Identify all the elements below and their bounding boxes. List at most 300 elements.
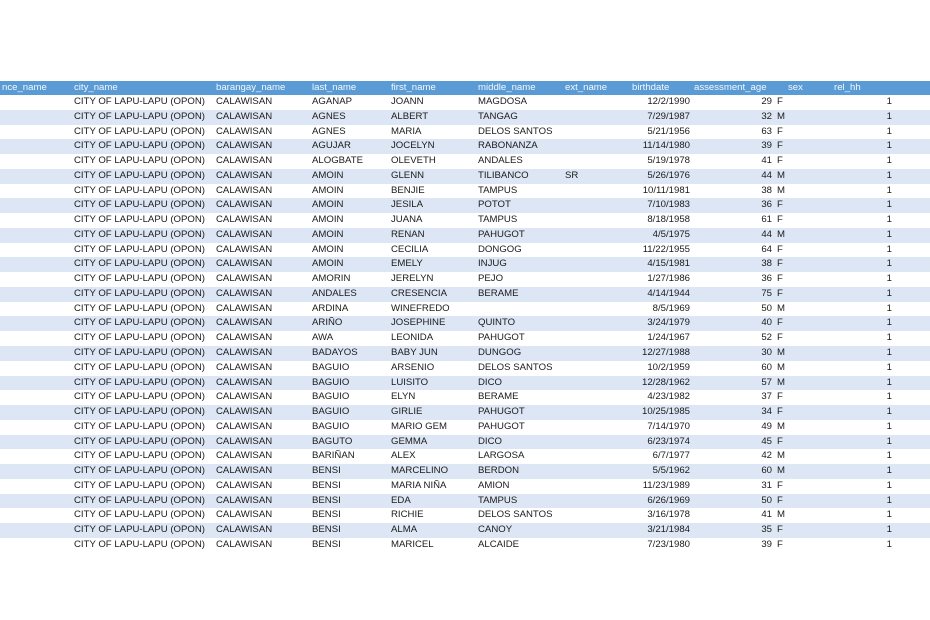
column-header-assessment-age[interactable]: assessment_age xyxy=(694,82,767,93)
cell-assessment-age[interactable]: 64 xyxy=(761,243,772,255)
cell-province-name[interactable] xyxy=(0,228,72,243)
cell-last-name[interactable]: AGNES xyxy=(312,125,346,137)
cell-last-name[interactable]: BARIÑAN xyxy=(312,450,355,462)
cell-sex[interactable]: F xyxy=(777,391,783,403)
cell-assessment-age[interactable]: 50 xyxy=(761,302,772,314)
cell-last-name[interactable]: AMOIN xyxy=(312,228,344,240)
cell-sex[interactable]: F xyxy=(777,214,783,226)
cell-first-name[interactable]: BENJIE xyxy=(391,184,425,196)
cell-assessment-age[interactable]: 39 xyxy=(761,538,772,550)
cell-middle-name[interactable]: ALCAIDE xyxy=(478,538,520,550)
cell-first-name[interactable]: RICHIE xyxy=(391,509,424,521)
cell-ext-name[interactable] xyxy=(563,198,630,213)
cell-province-name[interactable] xyxy=(0,272,72,287)
cell-last-name[interactable]: AWA xyxy=(312,332,334,344)
cell-province-name[interactable] xyxy=(0,331,72,346)
cell-middle-name[interactable]: PAHUGOT xyxy=(478,332,525,344)
cell-sex[interactable]: F xyxy=(777,524,783,536)
cell-province-name[interactable] xyxy=(0,376,72,391)
cell-birthdate[interactable]: 4/15/1981 xyxy=(647,258,690,270)
column-header-sex[interactable]: sex xyxy=(788,82,803,93)
cell-first-name[interactable]: ALEX xyxy=(391,450,416,462)
cell-province-name[interactable] xyxy=(0,361,72,376)
cell-middle-name[interactable]: PAHUGOT xyxy=(478,420,525,432)
cell-middle-name[interactable]: DICO xyxy=(478,376,502,388)
cell-rel-hh[interactable]: 1 xyxy=(886,494,892,506)
cell-middle-name[interactable]: TAMPUS xyxy=(478,184,518,196)
cell-middle-name[interactable]: ANDALES xyxy=(478,155,523,167)
cell-rel-hh[interactable]: 1 xyxy=(886,524,892,536)
cell-city-name[interactable]: CITY OF LAPU-LAPU (OPON) xyxy=(74,228,205,240)
cell-sex[interactable]: M xyxy=(777,302,785,314)
cell-first-name[interactable]: CRESENCIA xyxy=(391,287,447,299)
cell-sex[interactable]: M xyxy=(777,169,785,181)
cell-ext-name[interactable] xyxy=(563,228,630,243)
cell-birthdate[interactable]: 12/2/1990 xyxy=(647,96,690,107)
cell-rel-hh[interactable]: 1 xyxy=(886,199,892,211)
cell-barangay-name[interactable]: CALAWISAN xyxy=(216,465,273,477)
cell-province-name[interactable] xyxy=(0,110,72,125)
cell-birthdate[interactable]: 7/10/1983 xyxy=(647,199,690,211)
cell-province-name[interactable] xyxy=(0,95,72,110)
cell-sex[interactable]: M xyxy=(777,110,785,122)
cell-rel-hh[interactable]: 1 xyxy=(886,361,892,373)
cell-ext-name[interactable] xyxy=(563,272,630,287)
cell-middle-name[interactable]: TAMPUS xyxy=(478,494,518,506)
cell-ext-name[interactable] xyxy=(563,243,630,258)
cell-barangay-name[interactable]: CALAWISAN xyxy=(216,125,273,137)
cell-assessment-age[interactable]: 45 xyxy=(761,435,772,447)
cell-city-name[interactable]: CITY OF LAPU-LAPU (OPON) xyxy=(74,465,205,477)
cell-rel-hh[interactable]: 1 xyxy=(886,110,892,122)
cell-barangay-name[interactable]: CALAWISAN xyxy=(216,214,273,226)
cell-sex[interactable]: F xyxy=(777,96,783,107)
cell-middle-name[interactable]: DELOS SANTOS xyxy=(478,509,553,521)
cell-ext-name[interactable] xyxy=(563,449,630,464)
cell-rel-hh[interactable]: 1 xyxy=(886,243,892,255)
cell-birthdate[interactable]: 8/5/1969 xyxy=(652,302,690,314)
cell-rel-hh[interactable]: 1 xyxy=(886,450,892,462)
column-header-barangay-name[interactable]: barangay_name xyxy=(216,82,286,93)
cell-rel-hh[interactable]: 1 xyxy=(886,287,892,299)
cell-sex[interactable]: F xyxy=(777,155,783,167)
cell-assessment-age[interactable]: 35 xyxy=(761,524,772,536)
cell-rel-hh[interactable]: 1 xyxy=(886,376,892,388)
cell-first-name[interactable]: GEMMA xyxy=(391,435,428,447)
cell-province-name[interactable] xyxy=(0,316,72,331)
cell-ext-name[interactable] xyxy=(563,523,630,538)
cell-assessment-age[interactable]: 40 xyxy=(761,317,772,329)
cell-assessment-age[interactable]: 31 xyxy=(761,479,772,491)
cell-last-name[interactable]: AGANAP xyxy=(312,96,352,107)
cell-last-name[interactable]: AGUJAR xyxy=(312,140,351,152)
cell-province-name[interactable] xyxy=(0,508,72,523)
cell-first-name[interactable]: RENAN xyxy=(391,228,425,240)
cell-assessment-age[interactable]: 75 xyxy=(761,287,772,299)
cell-middle-name[interactable]: DICO xyxy=(478,435,502,447)
cell-birthdate[interactable]: 10/11/1981 xyxy=(642,184,690,196)
cell-middle-name[interactable]: TAMPUS xyxy=(478,214,518,226)
cell-barangay-name[interactable]: CALAWISAN xyxy=(216,509,273,521)
cell-rel-hh[interactable]: 1 xyxy=(886,420,892,432)
cell-birthdate[interactable]: 3/21/1984 xyxy=(647,524,690,536)
cell-rel-hh[interactable]: 1 xyxy=(886,228,892,240)
cell-last-name[interactable]: BAGUIO xyxy=(312,420,350,432)
cell-sex[interactable]: F xyxy=(777,332,783,344)
cell-middle-name[interactable]: AMION xyxy=(478,479,510,491)
cell-barangay-name[interactable]: CALAWISAN xyxy=(216,420,273,432)
cell-ext-name[interactable] xyxy=(563,390,630,405)
cell-rel-hh[interactable]: 1 xyxy=(886,465,892,477)
cell-barangay-name[interactable]: CALAWISAN xyxy=(216,376,273,388)
column-header-first-name[interactable]: first_name xyxy=(391,82,436,93)
cell-middle-name[interactable]: BERDON xyxy=(478,465,520,477)
cell-barangay-name[interactable]: CALAWISAN xyxy=(216,273,273,285)
cell-sex[interactable]: F xyxy=(777,494,783,506)
cell-city-name[interactable]: CITY OF LAPU-LAPU (OPON) xyxy=(74,494,205,506)
cell-first-name[interactable]: JESILA xyxy=(391,199,423,211)
cell-last-name[interactable]: BENSI xyxy=(312,465,341,477)
cell-sex[interactable]: F xyxy=(777,406,783,418)
cell-city-name[interactable]: CITY OF LAPU-LAPU (OPON) xyxy=(74,96,205,107)
cell-birthdate[interactable]: 11/14/1980 xyxy=(642,140,690,152)
cell-sex[interactable]: M xyxy=(777,450,785,462)
cell-city-name[interactable]: CITY OF LAPU-LAPU (OPON) xyxy=(74,509,205,521)
cell-first-name[interactable]: EDA xyxy=(391,494,411,506)
cell-middle-name[interactable]: DELOS SANTOS xyxy=(478,125,553,137)
cell-birthdate[interactable]: 12/27/1988 xyxy=(641,347,690,359)
cell-birthdate[interactable]: 4/14/1944 xyxy=(647,287,690,299)
cell-last-name[interactable]: ARIÑO xyxy=(312,317,343,329)
cell-last-name[interactable]: BENSI xyxy=(312,509,341,521)
cell-city-name[interactable]: CITY OF LAPU-LAPU (OPON) xyxy=(74,110,205,122)
cell-province-name[interactable] xyxy=(0,479,72,494)
cell-sex[interactable]: F xyxy=(777,538,783,550)
cell-barangay-name[interactable]: CALAWISAN xyxy=(216,347,273,359)
cell-city-name[interactable]: CITY OF LAPU-LAPU (OPON) xyxy=(74,347,205,359)
cell-assessment-age[interactable]: 41 xyxy=(761,509,772,521)
cell-assessment-age[interactable]: 49 xyxy=(761,420,772,432)
cell-ext-name[interactable] xyxy=(563,125,630,140)
cell-middle-name[interactable]: DONGOG xyxy=(478,243,522,255)
cell-birthdate[interactable]: 11/23/1989 xyxy=(642,479,690,491)
cell-birthdate[interactable]: 6/23/1974 xyxy=(647,435,690,447)
cell-ext-name[interactable] xyxy=(563,405,630,420)
cell-province-name[interactable] xyxy=(0,405,72,420)
cell-middle-name[interactable]: MAGDOSA xyxy=(478,96,528,107)
cell-ext-name[interactable] xyxy=(563,139,630,154)
cell-barangay-name[interactable]: CALAWISAN xyxy=(216,479,273,491)
cell-city-name[interactable]: CITY OF LAPU-LAPU (OPON) xyxy=(74,538,205,550)
cell-assessment-age[interactable]: 41 xyxy=(761,155,772,167)
cell-birthdate[interactable]: 12/28/1962 xyxy=(641,376,690,388)
cell-last-name[interactable]: BAGUTO xyxy=(312,435,353,447)
cell-last-name[interactable]: BENSI xyxy=(312,479,341,491)
cell-barangay-name[interactable]: CALAWISAN xyxy=(216,450,273,462)
cell-last-name[interactable]: AMORIN xyxy=(312,273,351,285)
cell-first-name[interactable]: MARIA xyxy=(391,125,422,137)
cell-province-name[interactable] xyxy=(0,464,72,479)
cell-rel-hh[interactable]: 1 xyxy=(886,214,892,226)
cell-first-name[interactable]: LEONIDA xyxy=(391,332,434,344)
column-header-city-name[interactable]: city_name xyxy=(74,82,118,93)
cell-middle-name[interactable]: BERAME xyxy=(478,391,519,403)
cell-assessment-age[interactable]: 44 xyxy=(761,169,772,181)
cell-province-name[interactable] xyxy=(0,346,72,361)
cell-barangay-name[interactable]: CALAWISAN xyxy=(216,199,273,211)
cell-sex[interactable]: F xyxy=(777,287,783,299)
cell-first-name[interactable]: ELYN xyxy=(391,391,416,403)
cell-last-name[interactable]: AGNES xyxy=(312,110,346,122)
cell-city-name[interactable]: CITY OF LAPU-LAPU (OPON) xyxy=(74,184,205,196)
cell-ext-name[interactable] xyxy=(563,464,630,479)
cell-city-name[interactable]: CITY OF LAPU-LAPU (OPON) xyxy=(74,155,205,167)
cell-assessment-age[interactable]: 60 xyxy=(761,361,772,373)
cell-rel-hh[interactable]: 1 xyxy=(886,435,892,447)
cell-first-name[interactable]: JOSEPHINE xyxy=(391,317,446,329)
cell-sex[interactable]: F xyxy=(777,125,783,137)
cell-province-name[interactable] xyxy=(0,538,72,553)
cell-ext-name[interactable] xyxy=(563,316,630,331)
column-header-birthdate[interactable]: birthdate xyxy=(632,82,670,93)
cell-province-name[interactable] xyxy=(0,154,72,169)
cell-city-name[interactable]: CITY OF LAPU-LAPU (OPON) xyxy=(74,406,205,418)
cell-assessment-age[interactable]: 29 xyxy=(761,96,772,107)
cell-birthdate[interactable]: 3/24/1979 xyxy=(647,317,690,329)
cell-ext-name[interactable] xyxy=(563,361,630,376)
cell-ext-name[interactable] xyxy=(563,508,630,523)
cell-city-name[interactable]: CITY OF LAPU-LAPU (OPON) xyxy=(74,169,205,181)
cell-sex[interactable]: F xyxy=(777,435,783,447)
cell-last-name[interactable]: AMOIN xyxy=(312,258,344,270)
cell-barangay-name[interactable]: CALAWISAN xyxy=(216,494,273,506)
cell-last-name[interactable]: BENSI xyxy=(312,524,341,536)
cell-sex[interactable]: F xyxy=(777,258,783,270)
column-header-last-name[interactable]: last_name xyxy=(312,82,357,93)
cell-last-name[interactable]: BENSI xyxy=(312,494,341,506)
cell-birthdate[interactable]: 7/14/1970 xyxy=(647,420,690,432)
cell-province-name[interactable] xyxy=(0,523,72,538)
cell-assessment-age[interactable]: 44 xyxy=(761,228,772,240)
cell-rel-hh[interactable]: 1 xyxy=(886,184,892,196)
cell-first-name[interactable]: ARSENIO xyxy=(391,361,435,373)
cell-last-name[interactable]: AMOIN xyxy=(312,169,344,181)
cell-sex[interactable]: M xyxy=(777,509,785,521)
cell-barangay-name[interactable]: CALAWISAN xyxy=(216,155,273,167)
cell-middle-name[interactable] xyxy=(476,302,563,317)
cell-province-name[interactable] xyxy=(0,435,72,450)
column-header-province-name[interactable]: nce_name xyxy=(2,82,47,93)
cell-birthdate[interactable]: 5/19/1978 xyxy=(647,155,690,167)
cell-rel-hh[interactable]: 1 xyxy=(886,332,892,344)
cell-barangay-name[interactable]: CALAWISAN xyxy=(216,391,273,403)
cell-first-name[interactable]: BABY JUN xyxy=(391,347,438,359)
cell-middle-name[interactable]: DUNGOG xyxy=(478,347,522,359)
cell-middle-name[interactable]: INJUG xyxy=(478,258,507,270)
cell-province-name[interactable] xyxy=(0,184,72,199)
cell-middle-name[interactable]: TANGAG xyxy=(478,110,518,122)
cell-first-name[interactable]: MARIA NIÑA xyxy=(391,479,447,491)
cell-city-name[interactable]: CITY OF LAPU-LAPU (OPON) xyxy=(74,140,205,152)
cell-ext-name[interactable] xyxy=(563,302,630,317)
cell-rel-hh[interactable]: 1 xyxy=(886,155,892,167)
cell-ext-name[interactable] xyxy=(563,479,630,494)
cell-last-name[interactable]: BAGUIO xyxy=(312,406,350,418)
cell-rel-hh[interactable]: 1 xyxy=(886,317,892,329)
cell-ext-name[interactable] xyxy=(563,420,630,435)
cell-first-name[interactable]: JUANA xyxy=(391,214,423,226)
cell-ext-name[interactable] xyxy=(563,154,630,169)
cell-city-name[interactable]: CITY OF LAPU-LAPU (OPON) xyxy=(74,524,205,536)
cell-city-name[interactable]: CITY OF LAPU-LAPU (OPON) xyxy=(74,125,205,137)
cell-ext-name[interactable] xyxy=(563,435,630,450)
cell-rel-hh[interactable]: 1 xyxy=(886,273,892,285)
cell-ext-name[interactable] xyxy=(563,110,630,125)
cell-rel-hh[interactable]: 1 xyxy=(886,509,892,521)
cell-province-name[interactable] xyxy=(0,169,72,184)
cell-birthdate[interactable]: 3/16/1978 xyxy=(647,509,690,521)
cell-assessment-age[interactable]: 38 xyxy=(761,184,772,196)
cell-city-name[interactable]: CITY OF LAPU-LAPU (OPON) xyxy=(74,479,205,491)
cell-assessment-age[interactable]: 34 xyxy=(761,406,772,418)
cell-ext-name[interactable] xyxy=(563,494,630,509)
cell-middle-name[interactable]: PEJO xyxy=(478,273,504,285)
cell-sex[interactable]: M xyxy=(777,420,785,432)
cell-ext-name[interactable] xyxy=(563,376,630,391)
cell-barangay-name[interactable]: CALAWISAN xyxy=(216,140,273,152)
cell-city-name[interactable]: CITY OF LAPU-LAPU (OPON) xyxy=(74,317,205,329)
cell-assessment-age[interactable]: 57 xyxy=(761,376,772,388)
column-header-rel-hh[interactable]: rel_hh xyxy=(834,82,861,93)
cell-province-name[interactable] xyxy=(0,494,72,509)
cell-province-name[interactable] xyxy=(0,302,72,317)
cell-assessment-age[interactable]: 32 xyxy=(761,110,772,122)
cell-ext-name[interactable] xyxy=(563,257,630,272)
cell-assessment-age[interactable]: 52 xyxy=(761,332,772,344)
cell-barangay-name[interactable]: CALAWISAN xyxy=(216,169,273,181)
cell-middle-name[interactable]: CANOY xyxy=(478,524,513,536)
cell-middle-name[interactable]: RABONANZA xyxy=(478,140,538,152)
cell-rel-hh[interactable]: 1 xyxy=(886,406,892,418)
cell-first-name[interactable]: ALMA xyxy=(391,524,418,536)
cell-sex[interactable]: M xyxy=(777,361,785,373)
cell-last-name[interactable]: BAGUIO xyxy=(312,376,350,388)
cell-middle-name[interactable]: BERAME xyxy=(478,287,519,299)
cell-ext-name[interactable] xyxy=(563,287,630,302)
cell-barangay-name[interactable]: CALAWISAN xyxy=(216,228,273,240)
cell-rel-hh[interactable]: 1 xyxy=(886,538,892,550)
cell-ext-name[interactable] xyxy=(563,538,630,553)
cell-ext-name[interactable] xyxy=(563,213,630,228)
cell-birthdate[interactable]: 11/22/1955 xyxy=(642,243,690,255)
cell-rel-hh[interactable]: 1 xyxy=(886,391,892,403)
cell-assessment-age[interactable]: 61 xyxy=(761,214,772,226)
cell-sex[interactable]: M xyxy=(777,347,785,359)
cell-last-name[interactable]: BENSI xyxy=(312,538,341,550)
cell-province-name[interactable] xyxy=(0,139,72,154)
cell-barangay-name[interactable]: CALAWISAN xyxy=(216,110,273,122)
cell-assessment-age[interactable]: 39 xyxy=(761,140,772,152)
cell-assessment-age[interactable]: 38 xyxy=(761,258,772,270)
cell-birthdate[interactable]: 8/18/1958 xyxy=(647,214,690,226)
cell-city-name[interactable]: CITY OF LAPU-LAPU (OPON) xyxy=(74,214,205,226)
cell-barangay-name[interactable]: CALAWISAN xyxy=(216,361,273,373)
cell-birthdate[interactable]: 5/5/1962 xyxy=(652,465,690,477)
cell-barangay-name[interactable]: CALAWISAN xyxy=(216,243,273,255)
cell-birthdate[interactable]: 7/29/1987 xyxy=(647,110,690,122)
cell-ext-name[interactable] xyxy=(563,331,630,346)
cell-sex[interactable]: M xyxy=(777,184,785,196)
cell-first-name[interactable]: EMELY xyxy=(391,258,423,270)
cell-assessment-age[interactable]: 36 xyxy=(761,273,772,285)
cell-assessment-age[interactable]: 37 xyxy=(761,391,772,403)
cell-first-name[interactable]: MARCELINO xyxy=(391,465,449,477)
cell-barangay-name[interactable]: CALAWISAN xyxy=(216,317,273,329)
cell-province-name[interactable] xyxy=(0,287,72,302)
cell-barangay-name[interactable]: CALAWISAN xyxy=(216,406,273,418)
cell-birthdate[interactable]: 5/26/1976 xyxy=(647,169,690,181)
cell-sex[interactable]: F xyxy=(777,273,783,285)
cell-ext-name[interactable] xyxy=(563,184,630,199)
cell-first-name[interactable]: JERELYN xyxy=(391,273,434,285)
cell-city-name[interactable]: CITY OF LAPU-LAPU (OPON) xyxy=(74,287,205,299)
cell-rel-hh[interactable]: 1 xyxy=(886,347,892,359)
cell-sex[interactable]: F xyxy=(777,243,783,255)
cell-first-name[interactable]: MARIO GEM xyxy=(391,420,447,432)
cell-city-name[interactable]: CITY OF LAPU-LAPU (OPON) xyxy=(74,199,205,211)
cell-barangay-name[interactable]: CALAWISAN xyxy=(216,287,273,299)
cell-barangay-name[interactable]: CALAWISAN xyxy=(216,184,273,196)
cell-last-name[interactable]: BAGUIO xyxy=(312,391,350,403)
cell-first-name[interactable]: WINEFREDO xyxy=(391,302,450,314)
cell-rel-hh[interactable]: 1 xyxy=(886,479,892,491)
cell-city-name[interactable]: CITY OF LAPU-LAPU (OPON) xyxy=(74,243,205,255)
cell-birthdate[interactable]: 10/25/1985 xyxy=(641,406,690,418)
cell-sex[interactable]: F xyxy=(777,199,783,211)
cell-middle-name[interactable]: PAHUGOT xyxy=(478,228,525,240)
cell-province-name[interactable] xyxy=(0,449,72,464)
cell-last-name[interactable]: AMOIN xyxy=(312,184,344,196)
cell-city-name[interactable]: CITY OF LAPU-LAPU (OPON) xyxy=(74,302,205,314)
cell-city-name[interactable]: CITY OF LAPU-LAPU (OPON) xyxy=(74,361,205,373)
cell-first-name[interactable]: JOANN xyxy=(391,96,424,107)
cell-rel-hh[interactable]: 1 xyxy=(886,140,892,152)
cell-middle-name[interactable]: DELOS SANTOS xyxy=(478,361,553,373)
cell-rel-hh[interactable]: 1 xyxy=(886,258,892,270)
cell-city-name[interactable]: CITY OF LAPU-LAPU (OPON) xyxy=(74,450,205,462)
cell-city-name[interactable]: CITY OF LAPU-LAPU (OPON) xyxy=(74,332,205,344)
cell-first-name[interactable]: OLEVETH xyxy=(391,155,436,167)
cell-city-name[interactable]: CITY OF LAPU-LAPU (OPON) xyxy=(74,258,205,270)
cell-birthdate[interactable]: 6/7/1977 xyxy=(652,450,690,462)
cell-province-name[interactable] xyxy=(0,257,72,272)
column-header-middle-name[interactable]: middle_name xyxy=(478,82,536,93)
cell-barangay-name[interactable]: CALAWISAN xyxy=(216,258,273,270)
cell-first-name[interactable]: MARICEL xyxy=(391,538,434,550)
cell-middle-name[interactable]: LARGOSA xyxy=(478,450,525,462)
cell-rel-hh[interactable]: 1 xyxy=(886,125,892,137)
cell-first-name[interactable]: JOCELYN xyxy=(391,140,435,152)
column-header-ext-name[interactable]: ext_name xyxy=(565,82,608,93)
cell-barangay-name[interactable]: CALAWISAN xyxy=(216,302,273,314)
cell-province-name[interactable] xyxy=(0,243,72,258)
cell-rel-hh[interactable]: 1 xyxy=(886,302,892,314)
cell-birthdate[interactable]: 1/27/1986 xyxy=(647,273,690,285)
cell-province-name[interactable] xyxy=(0,198,72,213)
cell-province-name[interactable] xyxy=(0,420,72,435)
cell-barangay-name[interactable]: CALAWISAN xyxy=(216,524,273,536)
cell-middle-name[interactable]: TILIBANCO xyxy=(478,169,529,181)
